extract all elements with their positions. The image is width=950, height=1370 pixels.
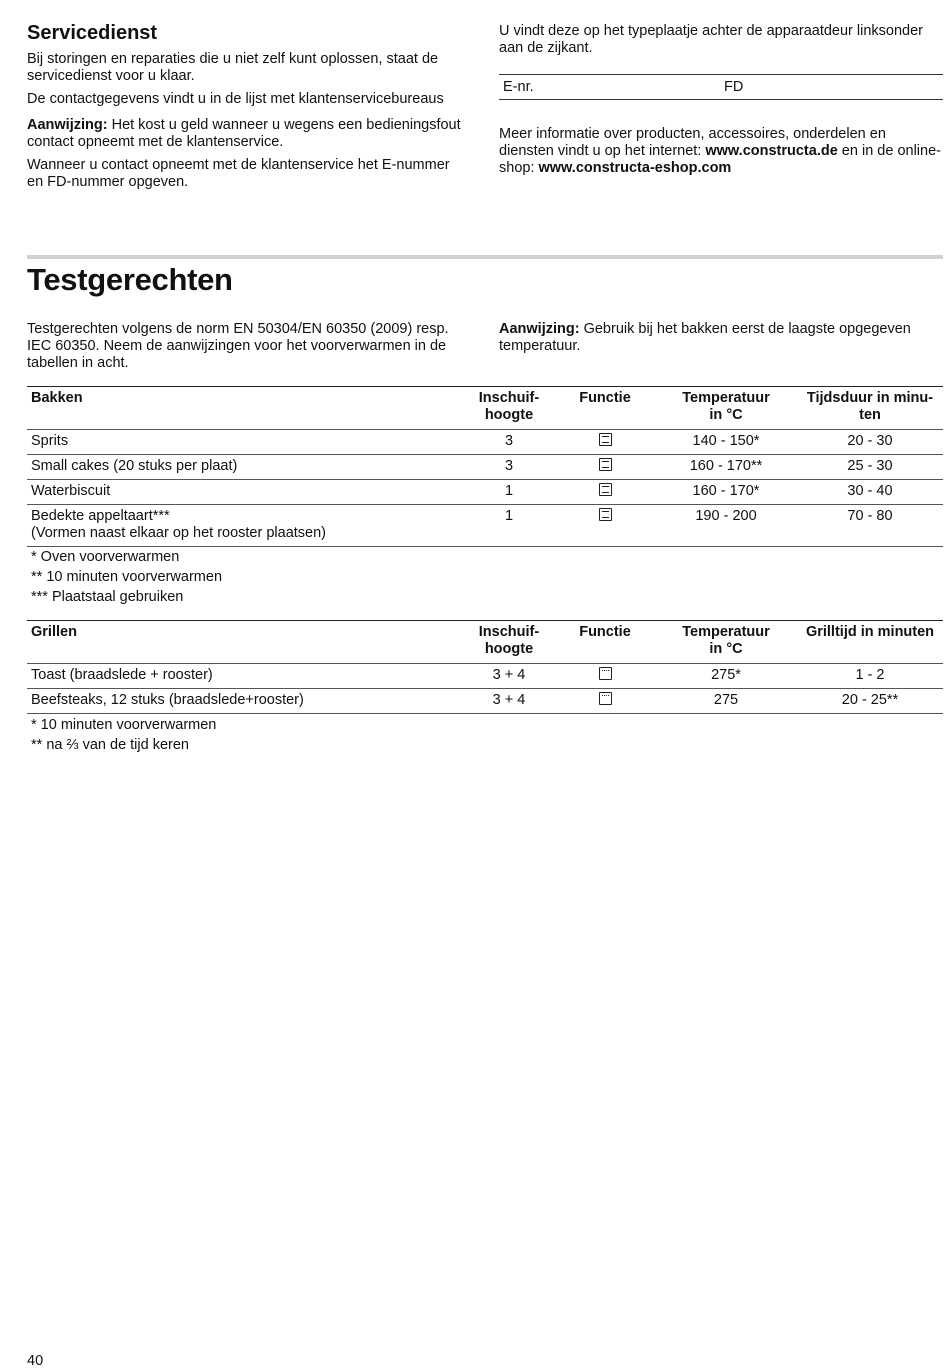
dish-name: Small cakes (20 stuks per plaat) [27,455,463,480]
bakken-header-time: Tijdsduur in minu- ten [797,387,943,430]
shelf-level: 3 [463,430,555,455]
shelf-level: 1 [463,480,555,505]
shelf-level: 3 + 4 [463,689,555,714]
top-bottom-heat-icon [599,458,612,471]
dish-name: Toast (braadslede + rooster) [27,664,463,689]
info-text-a: Meer informatie over producten, accessoires, onderdelen en diensten vindt u op het internet: [499,126,886,159]
enr-label: E-nr. [503,79,534,95]
enr-fd-table [499,74,943,100]
footnote: ** na ⅔ van de tijd keren [31,737,189,753]
temperature: 275 [655,689,797,714]
test-intro-block [27,321,467,372]
shelf-level: 3 [463,455,555,480]
page-number: 40 [27,1353,44,1369]
section-divider [27,255,943,259]
footnote: * 10 minuten voorverwarmen [31,717,217,733]
test-intro: Testgerechten volgens de norm EN 50304/EN 60350 (2009) resp. IEC 60350. Neem de aanwijzingen voor het voorverwarmen in de tabellen in acht. [27,321,449,371]
temperature: 140 - 150* [655,430,797,455]
top-bottom-heat-icon [599,508,612,521]
temperature: 275* [655,664,797,689]
service-left-column [27,51,467,191]
bakken-header-row [27,387,943,430]
service-note-text: Het kost u geld wanneer u wegens een bedieningsfout contact opneemt met de klantenservice. [27,117,461,150]
bakken-table [27,386,943,547]
footnote: *** Plaatstaal gebruiken [31,589,184,605]
footnote: ** 10 minuten voorverwarmen [31,569,223,585]
service-note [27,117,467,151]
duration: 20 - 30 [797,430,943,455]
dish-name: Bedekte appeltaart*** (Vormen naast elkaar op het rooster plaatsen) [27,505,463,547]
test-note-text: Gebruik bij het bakken eerst de laagste opgegeven temperatuur. [499,321,911,354]
test-title: Testgerechten [27,262,233,297]
typeplate-paragraph: U vindt deze op het typeplaatje achter de apparaatdeur linksonder aan de zijkant. [499,23,924,56]
footnote: * Oven voorverwarmen [31,549,180,565]
duration: 70 - 80 [797,505,943,547]
table-row [27,505,943,547]
grillen-table [27,620,943,714]
bakken-header-name: Bakken [27,387,463,430]
duration: 25 - 30 [797,455,943,480]
grillen-header-row [27,621,943,664]
temperature: 160 - 170** [655,455,797,480]
temperature: 160 - 170* [655,480,797,505]
table-row [27,689,943,714]
temperature: 190 - 200 [655,505,797,547]
bakken-header-function: Functie [555,387,655,430]
dish-name: Sprits [27,430,463,455]
table-row [27,480,943,505]
table-row [27,664,943,689]
service-right-column [499,23,939,57]
test-note-block [499,321,939,355]
info-text-b: en in de online-shop: [499,143,941,176]
service-note-label: Aanwijzing: [27,117,108,133]
grill-icon [599,667,612,680]
dish-name: Waterbiscuit [27,480,463,505]
duration: 20 - 25** [797,689,943,714]
bakken-footnotes [27,549,467,609]
service-paragraph-3: Wanneer u contact opneemt met de klantenservice het E-nummer en FD-nummer opgeven. [27,157,450,190]
bakken-header-level: Inschuif- hoogte [463,387,555,430]
duration: 1 - 2 [797,664,943,689]
dish-name: Beefsteaks, 12 stuks (braadslede+rooster) [27,689,463,714]
grillen-header-name: Grillen [27,621,463,664]
grill-icon [599,692,612,705]
shelf-level: 1 [463,505,555,547]
table-row [27,430,943,455]
info-block [499,126,943,177]
eshop-link[interactable]: www.constructa-eshop.com [538,160,732,176]
test-note [499,321,939,355]
top-bottom-heat-icon [599,483,612,496]
table-row [27,455,943,480]
grillen-header-level: Inschuif- hoogte [463,621,555,664]
grillen-header-time: Grilltijd in minuten [797,621,943,664]
website-link[interactable]: www.constructa.de [705,143,838,159]
service-paragraph-1: Bij storingen en reparaties die u niet zelf kunt oplossen, staat de servicedienst voor u klaar. [27,51,439,84]
info-paragraph [499,126,943,177]
grillen-footnotes [27,717,467,757]
fd-label: FD [724,79,744,95]
top-bottom-heat-icon [599,433,612,446]
service-title: Servicedienst [27,22,158,44]
test-note-label: Aanwijzing: [499,321,580,337]
grillen-header-temp: Temperatuur in °C [655,621,797,664]
shelf-level: 3 + 4 [463,664,555,689]
grillen-header-function: Functie [555,621,655,664]
service-paragraph-2: De contactgegevens vindt u in de lijst met klantenservicebureaus [27,91,444,107]
duration: 30 - 40 [797,480,943,505]
bakken-header-temp: Temperatuur in °C [655,387,797,430]
